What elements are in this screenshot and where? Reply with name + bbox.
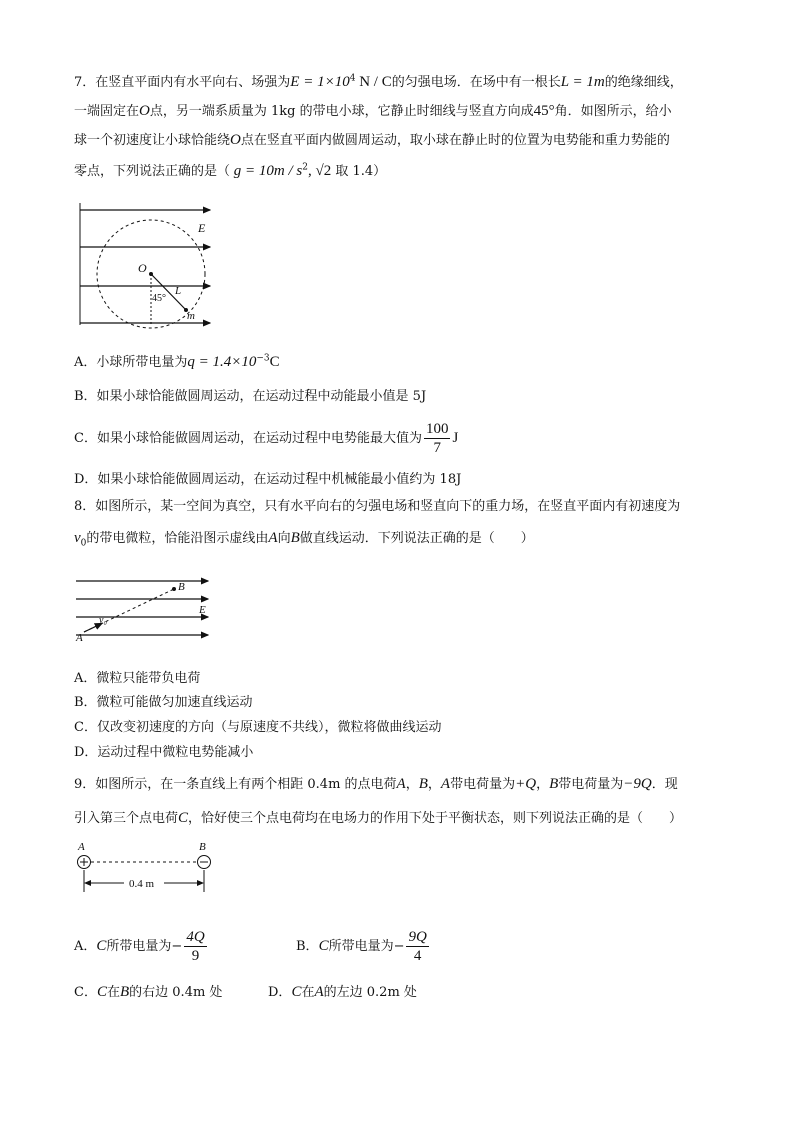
q7-gravity-exp: 2 xyxy=(302,162,308,173)
q7-option-c: C．如果小球恰能做圆周运动，在运动过程中电势能最大值为 $\frac{100}{7}$ J xyxy=(74,421,459,456)
q7-field-expr: E = 1×10 xyxy=(290,74,350,90)
q7-field-unit: N / C xyxy=(355,74,392,90)
q9-option-b: B．C所带电量为− $\frac{9Q}{4}$ xyxy=(296,929,427,964)
q7-length-expr: L = 1m xyxy=(560,74,605,90)
q8-option-a: A．微粒只能带负电荷 xyxy=(74,671,201,686)
q7-gravity-expr: g = 10m / s xyxy=(230,163,303,179)
q9-figure xyxy=(74,840,218,896)
q7-line-2 xyxy=(74,101,672,122)
q7-sqrt-expr: , √2 xyxy=(307,163,332,179)
q7-field-exp: 4 xyxy=(349,73,356,84)
q9-option-d: D．C在A的左边 0.2m 处 xyxy=(268,984,417,1000)
q9-fig-label-a: A xyxy=(78,841,85,853)
q7-fig-label-l: L xyxy=(175,285,182,297)
q7-point-o: O xyxy=(230,132,241,148)
q7-line-3 xyxy=(74,130,670,151)
q7-text: 点在竖直平面内做圆周运动，取小球在静止时的位置为电势能和重力势能的 xyxy=(240,133,670,148)
q9-option-a: A．C所带电量为− $\frac{4Q}{9}$ xyxy=(74,929,205,964)
q9-option-b-fraction: $\frac{9Q}{4}$ xyxy=(408,929,427,964)
q7-fig-label-o: O xyxy=(138,261,147,275)
q7-line-4 xyxy=(74,161,386,182)
q8-fig-label-e: E xyxy=(199,604,206,616)
q7-point-o: O xyxy=(139,103,150,119)
q9-line-2: 引入第三个点电荷C，恰好使三个点电荷均在电场力的作用下处于平衡状态，则下列说法正确的是（ ） xyxy=(74,810,683,826)
q9-option-c: C．C在B的右边 0.4m 处 xyxy=(74,984,223,1000)
q8-fig-label-v0: v₀ xyxy=(99,615,107,626)
q7-text: 零点，下列说法正确的是（ xyxy=(74,164,231,179)
q7-text: 的绝缘细线， xyxy=(604,75,683,90)
q9-option-a-fraction: $\frac{4Q}{9}$ xyxy=(186,929,205,964)
q8-figure xyxy=(74,577,214,643)
q7-text: 一端固定在 xyxy=(74,104,140,119)
q8-line-2: $v_0$的带电微粒，恰能沿图示虚线由A向B做直线运动．下列说法正确的是（ ） xyxy=(74,530,534,549)
q8-option-c: C．仅改变初速度的方向（与原速度不共线），微粒将做曲线运动 xyxy=(74,720,442,735)
q7-text: 点，另一端系质量为 1kg 的带电小球，它静止时细线与竖直方向成 xyxy=(149,104,534,119)
q9-fig-label-distance: 0.4 m xyxy=(129,878,155,890)
q8-option-d: D．运动过程中微粒电势能减小 xyxy=(74,745,254,760)
q7-fig-label-m: m xyxy=(187,310,195,322)
q7-fig-label-angle: 45° xyxy=(152,293,166,304)
q8-fig-label-b: B xyxy=(178,581,185,593)
q9-fig-label-b: B xyxy=(199,841,206,853)
q7-angle: 45° xyxy=(533,103,555,119)
q7-text: 7．在竖直平面内有水平向右、场强为 xyxy=(74,75,291,90)
q7-fig-label-e: E xyxy=(198,221,206,235)
q7-line-1 xyxy=(74,72,683,93)
q7-text: 角．如图所示，给小 xyxy=(554,104,672,119)
q7-option-a: A．小球所带电量为$q = 1.4\times 10^{-3}C$ xyxy=(74,353,280,370)
q7-option-c-fraction: $\frac{100}{7}$ xyxy=(425,421,449,456)
q8-option-b: B．微粒可能做匀加速直线运动 xyxy=(74,695,253,710)
q8-line-1: 8．如图所示，某一空间为真空，只有水平向右的匀强电场和竖直向下的重力场，在竖直平面内有初速度为 xyxy=(74,499,681,514)
q7-figure xyxy=(78,203,216,331)
q7-text: 的匀强电场．在场中有一根长 xyxy=(391,75,561,90)
q9-line-1: 9．如图所示，在一条直线上有两个相距 0.4m 的点电荷A，B，A带电荷量为+Q，B带电荷量为−9Q．现 xyxy=(74,776,678,792)
q8-fig-label-a: A xyxy=(76,632,83,643)
q7-option-b: B．如果小球恰能做圆周运动，在运动过程中动能最小值是 5J xyxy=(74,389,427,404)
q7-text: 取 1.4） xyxy=(331,164,387,179)
q7-text: 球一个初速度让小球恰能绕 xyxy=(74,133,231,148)
q7-option-d: D．如果小球恰能做圆周运动，在运动过程中机械能最小值约为 18J xyxy=(74,472,462,487)
